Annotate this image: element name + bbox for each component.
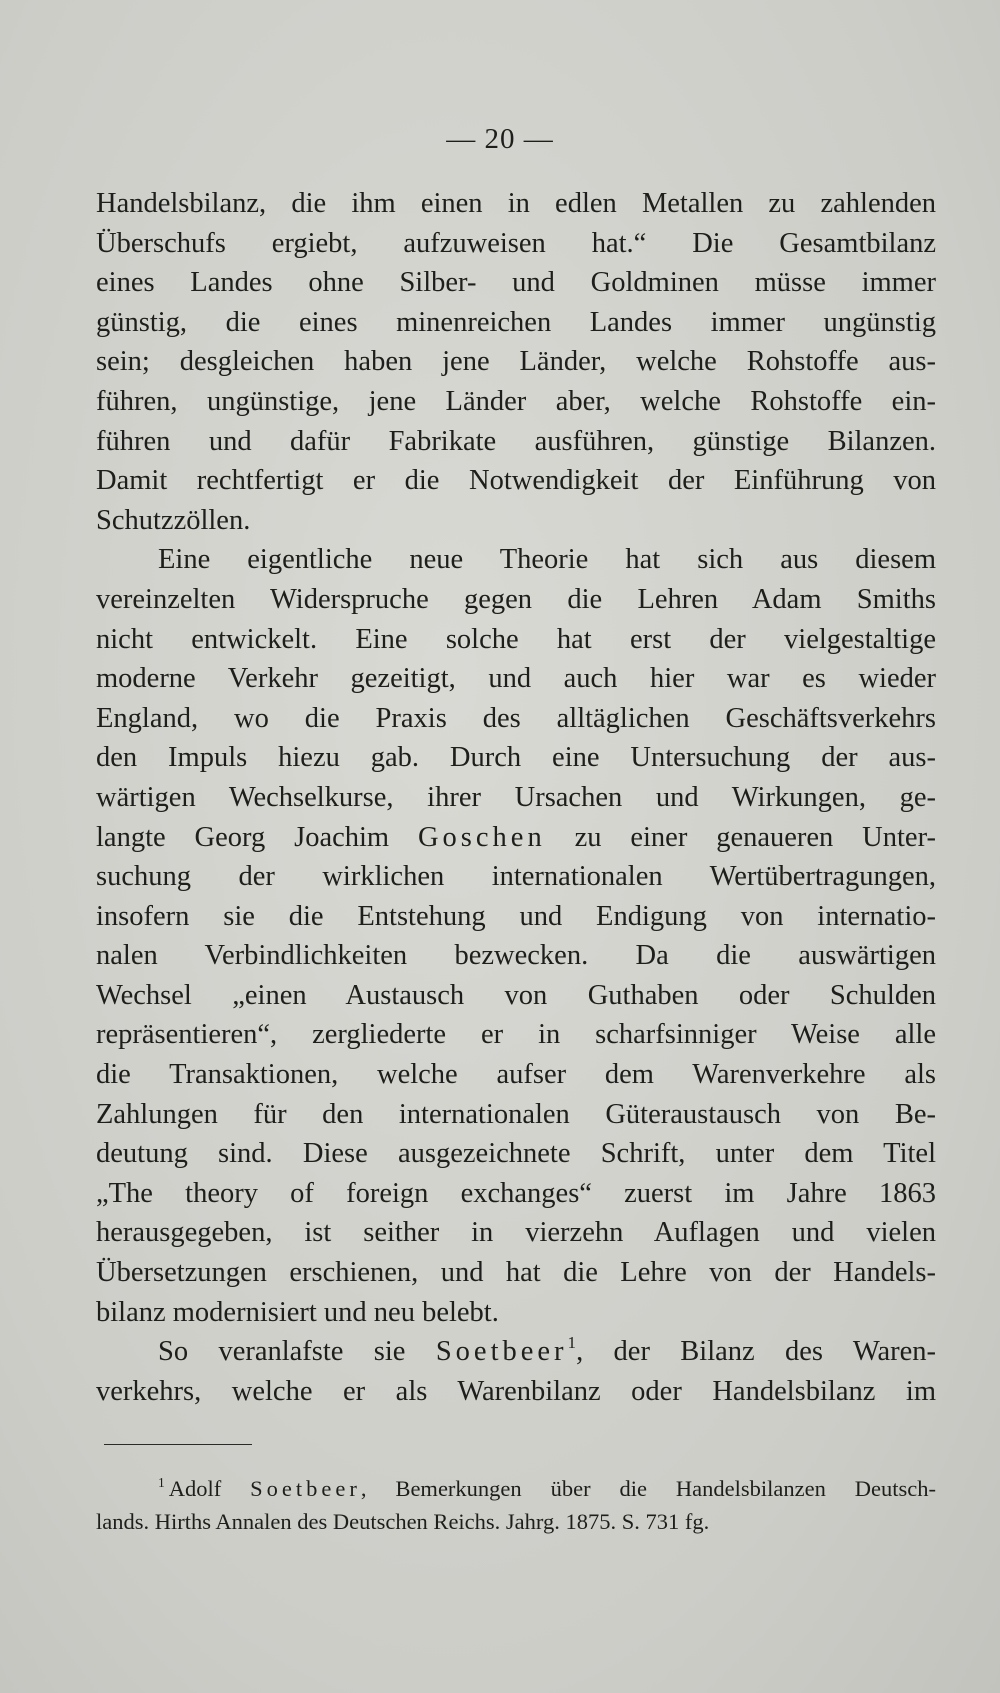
text-line: Übersetzungen erschienen, und hat die Lehre von der Handels-: [96, 1257, 936, 1289]
text-line: Schutzzöllen.: [96, 504, 251, 536]
footnote-line: lands. Hirths Annalen des Deutschen Reichs. Jahrg. 1875. S. 731 fg.: [96, 1509, 710, 1534]
text-line: suchung der wirklichen internationalen Wertübertragungen,: [96, 861, 936, 893]
text-fragment: zu einer genaueren Unter-: [545, 821, 936, 853]
page-number: — 20 —: [446, 123, 554, 155]
text-line-soetbeer: [96, 1332, 936, 1372]
text-fragment: Adolf: [168, 1476, 251, 1501]
text-line: sein; desgleichen haben jene Länder, welche Rohstoffe aus-: [96, 346, 936, 378]
text-line: vereinzelten Widerspruche gegen die Lehren Adam Smiths: [96, 583, 936, 615]
text-fragment: So veranlafste sie: [158, 1336, 436, 1368]
text-line: deutung sind. Diese ausgezeichnete Schrift, unter dem Titel: [96, 1138, 936, 1170]
text-line: wärtigen Wechselkurse, ihrer Ursachen und Wirkungen, ge-: [96, 781, 936, 813]
footnote-reference[interactable]: 1: [567, 1333, 577, 1353]
text-line: Handelsbilanz, die ihm einen in edlen Metallen zu zahlenden: [96, 188, 936, 219]
text-line: Zahlungen für den internationalen Güteraustausch von Be-: [96, 1098, 936, 1130]
footnote-divider: [104, 1444, 252, 1445]
text-line-goschen: [96, 818, 936, 858]
author-name-soetbeer: Soetbeer: [435, 1336, 568, 1368]
text-line: Wechsel „einen Austausch von Guthaben oder Schulden: [96, 979, 936, 1011]
text-line: eines Landes ohne Silber- und Goldminen müsse immer: [96, 267, 936, 299]
text-fragment: , Bemerkungen über die Handelsbilanzen Deutsch-: [360, 1476, 936, 1501]
text-line: insofern sie die Entstehung und Endigung von internatio-: [96, 900, 936, 932]
author-name-goschen: Goschen: [417, 821, 546, 853]
footnote-line: [96, 1472, 936, 1505]
text-line: verkehrs, welche er als Warenbilanz oder Handelsbilanz im: [96, 1375, 936, 1407]
text-line: herausgegeben, ist seither in vierzehn Auflagen und vielen: [96, 1217, 936, 1249]
text-line: moderne Verkehr gezeitigt, und auch hier war es wieder: [96, 663, 936, 695]
text-fragment: , der Bilanz des Waren-: [576, 1336, 936, 1368]
text-line: nalen Verbindlichkeiten bezwecken. Da die auswärtigen: [96, 940, 936, 972]
text-fragment: langte Georg Joachim: [96, 821, 418, 853]
text-line: günstig, die eines minenreichen Landes immer ungünstig: [96, 306, 936, 338]
text-line: bilanz modernisiert und neu belebt.: [96, 1296, 499, 1328]
text-line: Damit rechtfertigt er die Notwendigkeit der Einführung von: [96, 465, 936, 497]
text-line: „The theory of foreign exchanges“ zuerst im Jahre 1863: [96, 1177, 936, 1209]
text-line: den Impuls hiezu gab. Durch eine Untersuchung der aus-: [96, 742, 936, 774]
author-name-soetbeer: Soetbeer: [250, 1476, 361, 1501]
text-line: führen, ungünstige, jene Länder aber, welche Rohstoffe ein-: [96, 385, 936, 417]
text-line: Eine eigentliche neue Theorie hat sich aus diesem: [158, 544, 936, 576]
footnote: [96, 1472, 936, 1538]
text-line: Überschufs ergiebt, aufzuweisen hat.“ Die Gesamtbilanz: [96, 227, 936, 259]
paragraph-2: [96, 540, 936, 1332]
text-line: repräsentieren“, zergliederte er in scharfsinniger Weise alle: [96, 1019, 936, 1051]
text-line: nicht entwickelt. Eine solche hat erst der vielgestaltige: [96, 623, 936, 655]
paragraph-3: [96, 1332, 936, 1411]
footnote-marker: 1: [158, 1474, 165, 1490]
body-text: [96, 184, 936, 1411]
text-line: führen und dafür Fabrikate ausführen, günstige Bilanzen.: [96, 425, 936, 457]
paragraph-1: [96, 184, 936, 540]
text-line: die Transaktionen, welche aufser dem Warenverkehre als: [96, 1059, 936, 1091]
text-line: England, wo die Praxis des alltäglichen Geschäftsverkehrs: [96, 702, 936, 734]
